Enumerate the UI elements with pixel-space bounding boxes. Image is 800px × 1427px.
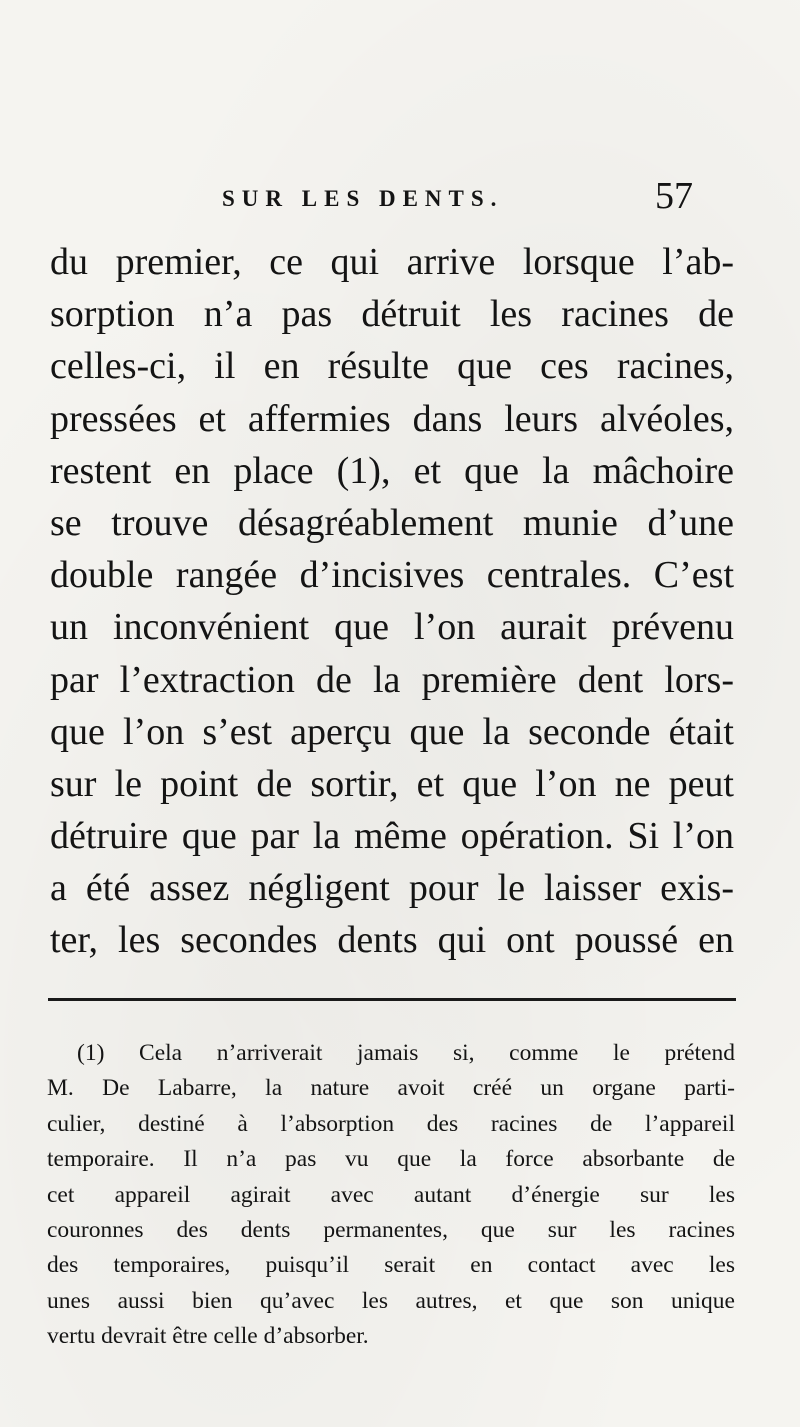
text-line: double rangée d’incisives centrales. C’est — [50, 554, 734, 597]
footnote-line: culier, destiné à l’absorption des racines de l’appareil — [47, 1110, 735, 1137]
text-line: sorption n’a pas détruit les racines de — [50, 293, 734, 336]
footnote-line: temporaire. Il n’a pas vu que la force absorbante de — [47, 1146, 735, 1173]
footnote-line: des temporaires, puisqu’il serait en contact avec les — [47, 1252, 735, 1279]
text-line: pressées et affermies dans leurs alvéoles, — [50, 397, 734, 440]
page-number: 57 — [655, 175, 693, 217]
footnote-line: couronnes des dents permanentes, que sur les racines — [47, 1216, 735, 1243]
text-line: sur le point de sortir, et que l’on ne peut — [50, 762, 734, 805]
footnote-line: cet appareil agirait avec autant d’énergie sur les — [47, 1181, 735, 1208]
running-head — [0, 175, 800, 230]
text-line: du premier, ce qui arrive lorsque l’ab- — [50, 241, 734, 283]
text-line: un inconvénient que l’on aurait prévenu — [50, 606, 734, 649]
text-line: a été assez négligent pour le laisser exis- — [50, 867, 734, 910]
main-text — [50, 236, 734, 967]
text-line: que l’on s’est aperçu que la seconde était — [50, 710, 734, 753]
text-line: par l’extraction de la première dent lors- — [50, 658, 734, 701]
footnote-line: vertu devrait être celle d’absorber. — [47, 1323, 369, 1350]
footnote-line: M. De Labarre, la nature avoit créé un organe parti- — [47, 1075, 735, 1102]
text-line: celles-ci, il en résulte que ces racines, — [50, 345, 734, 388]
text-line: ter, les secondes dents qui ont poussé en — [50, 919, 734, 962]
text-line: détruire que par la même opération. Si l’on — [50, 815, 734, 858]
text-line: se trouve désagréablement munie d’une — [50, 501, 734, 544]
footnote-line: (1) Cela n’arriverait jamais si, comme le prétend — [77, 1040, 735, 1066]
footnote — [47, 1036, 735, 1355]
footnote-line: unes aussi bien qu’avec les autres, et que son unique — [47, 1287, 735, 1314]
footnote-rule — [48, 998, 736, 1001]
text-line: restent en place (1), et que la mâchoire — [50, 449, 734, 492]
running-title: SUR LES DENTS. — [222, 186, 504, 211]
